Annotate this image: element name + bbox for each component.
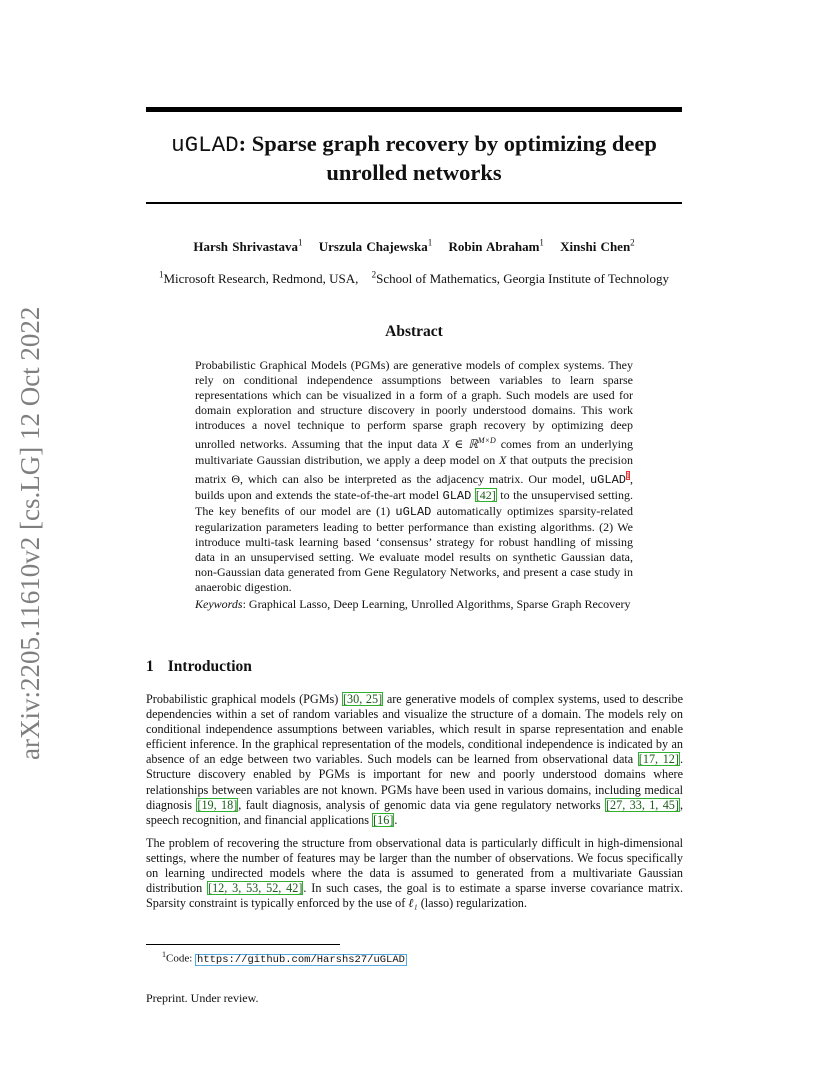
footnote-rule	[146, 944, 340, 945]
citation-link[interactable]: [27, 33, 1, 45]	[605, 797, 679, 812]
code-url-link[interactable]: https://github.com/Harshs27/uGLAD	[197, 953, 405, 966]
keywords: Keywords: Graphical Lasso, Deep Learning, Unrolled Algorithms, Sparse Graph Recovery	[195, 597, 631, 612]
citation-link[interactable]: [16]	[373, 812, 394, 827]
math-inline: Θ	[231, 471, 240, 486]
author: Harsh Shrivastava$^1$	[193, 238, 303, 255]
model-name: uGLAD	[589, 472, 626, 487]
body-paragraph: Probabilistic graphical models (PGMs) [30, 25] are generative models of complex systems, used to describe dependencies within a set of random variables and visualize the structure of a domain. The models rely on conditional independence assumptions between variables, which result in sparse representation and enable efficient inference. In the graphical representation of the models, conditional independence is indicated by an absence of an edge between two variables. Such models can be learned from observational data [17, 12]. Structure discovery enabled by PGMs is important for new and poorly understood domains where relationships between variables are not known. PGMs have been used in various domains, including medical diagnosis [19, 18], fault diagnosis, analysis of genomic data via gene regulatory networks [27, 33, 1, 45], speech recognition, and financial applications [16].	[146, 692, 683, 827]
arxiv-identifier-stamp: arXiv:2205.11610v2 [cs.LG] 12 Oct 2022	[15, 306, 45, 760]
title-top-rule	[146, 107, 682, 112]
author: Urszula Chajewska$^1$	[318, 238, 433, 255]
citation-link[interactable]: [12, 3, 53, 52, 42]	[208, 881, 303, 896]
introduction-body	[146, 692, 683, 919]
math-inline: X ∈ ℝ	[442, 437, 478, 452]
abstract-body	[195, 358, 633, 613]
preprint-note: Preprint. Under review.	[146, 991, 259, 1005]
footnote	[162, 950, 407, 966]
model-name: GLAD	[442, 488, 472, 503]
footnote-link[interactable]: 1	[626, 470, 630, 480]
body-paragraph: The problem of recovering the structure from observational data is particularly difficult in high-dimensional settings, where the number of features may be larger than the number of observations. We focus specifically on learning undirected models where the data is assumed to generated from a multivariate Gaussian distribution [12, 3, 53, 52, 42]. In such cases, the goal is to estimate a sparse inverse covariance matrix. Sparsity constraint is typically enforced by the use of ℓ₁ (lasso) regularization.	[146, 835, 683, 911]
section-title: Introduction	[167, 658, 252, 675]
affiliation: $^1$Microsoft Research, Redmond, USA,	[158, 270, 359, 287]
paper-title	[146, 130, 682, 186]
author: Robin Abraham$^1$	[448, 238, 544, 255]
keywords-label: Keywords	[195, 597, 243, 612]
footnote-label: Code:	[166, 952, 196, 965]
title-model-name: uGLAD	[171, 132, 239, 158]
title-line2: unrolled networks	[326, 160, 502, 185]
affiliations	[146, 270, 682, 287]
abstract-paragraph: Probabilistic Graphical Models (PGMs) are generative models of complex systems. They rely on conditional independence assumptions between variables to learn sparse representations which can be visualized in a form of a graph. Such models are used for domain exploration and structure discovery in poorly understood domains. This work introduces a novel technique to perform sparse graph recovery by optimizing deep unrolled networks. Assuming that the input data X ∈ ℝ$^{M\times D}$ comes from an underlying multivariate Gaussian distribution, we apply a deep model on X that outputs the precision matrix Θ, which can also be interpreted as the adjacency matrix. Our model, uGLAD$^1$, builds upon and extends the state-of-the-art model GLAD [42] to the unsupervised setting. The key benefits of our model are (1) uGLAD automatically optimizes sparsity-related regularization parameters leading to better performance than existing algorithms. (2) We introduce multi-task learning based ‘consensus’ strategy for robust handling of missing data in an unsupervised setting. We evaluate model results on synthetic Gaussian data, non-Gaussian data generated from Gene Regulatory Networks, and present a case study in anaerobic digestion.	[195, 358, 633, 595]
math-inline: X	[498, 452, 507, 467]
title-line1: : Sparse graph recovery by optimizing deep	[238, 131, 657, 156]
author-list	[146, 238, 682, 255]
citation-link[interactable]: [30, 25]	[343, 692, 383, 706]
affiliation: $^2$School of Mathematics, Georgia Institute of Technology	[371, 270, 670, 287]
math-inline: ℓ₁	[408, 896, 418, 911]
citation-link[interactable]: [17, 12]	[638, 752, 679, 767]
footnote-marker: 1	[162, 950, 166, 959]
title-bottom-rule	[146, 202, 682, 204]
author: Xinshi Chen$^2$	[560, 238, 635, 255]
citation-link[interactable]: [42]	[475, 487, 496, 502]
section-number: 1	[146, 658, 154, 675]
math-superscript: M×D	[477, 436, 496, 446]
model-name: uGLAD	[395, 504, 432, 519]
abstract-heading: Abstract	[385, 323, 443, 340]
section-heading	[146, 658, 252, 676]
citation-link[interactable]: [19, 18]	[197, 797, 238, 812]
